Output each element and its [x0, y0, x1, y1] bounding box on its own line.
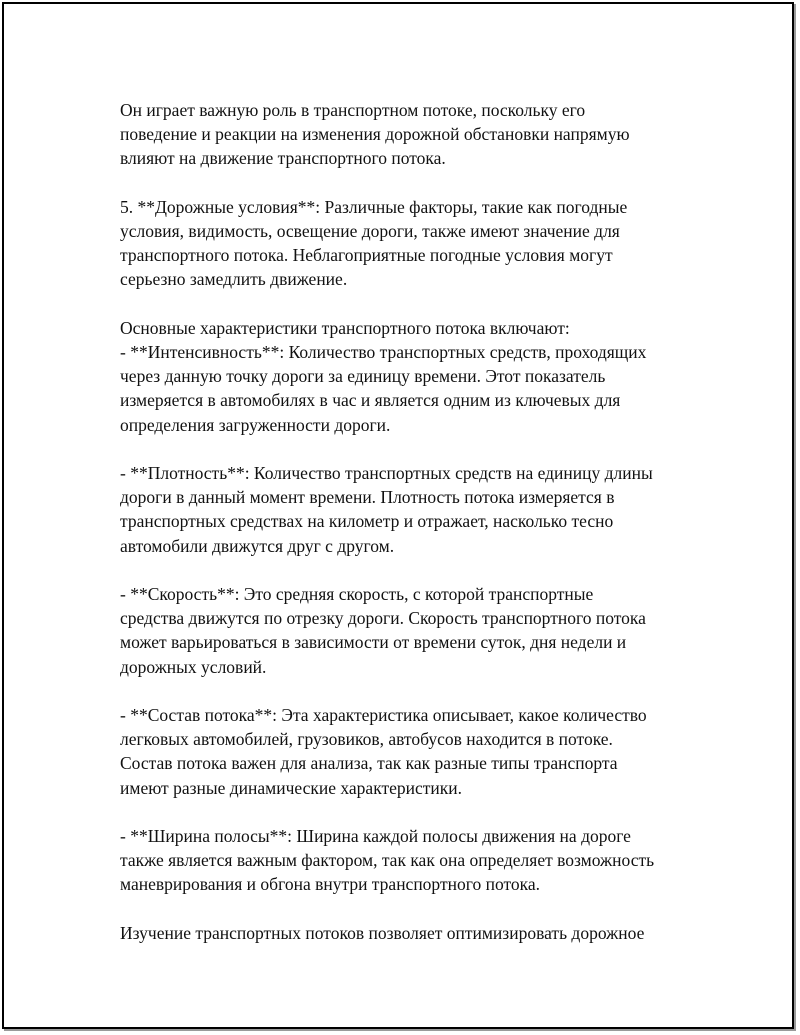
text-line: Основные характеристики транспортного потока включают: [120, 317, 570, 338]
text-line: может варьироваться в зависимости от времени суток, дня недели и [120, 632, 627, 653]
text-line: влияют на движение транспортного потока. [120, 148, 446, 169]
paragraph-intro [120, 98, 720, 171]
text-line: дороги в данный момент времени. Плотность потока измеряется в [120, 487, 615, 508]
text-line: - **Плотность**: Количество транспортных средств на единицу длины [120, 463, 653, 483]
paragraph-density [120, 461, 720, 558]
document-page [2, 2, 794, 1029]
paragraph-conclusion [120, 921, 720, 945]
text-line: Состав потока важен для анализа, так как разные типы транспорта [120, 753, 618, 774]
paragraph-speed [120, 582, 720, 679]
text-line: имеют разные динамические характеристики. [120, 777, 463, 798]
text-line: Изучение транспортных потоков позволяет оптимизировать дорожное [120, 922, 645, 943]
text-line: 5. **Дорожные условия**: Различные факторы, такие как погодные [120, 196, 628, 217]
text-line: также является важным фактором, так как она определяет возможность [120, 850, 655, 871]
paragraph-intensity [120, 316, 720, 437]
text-line: - **Интенсивность**: Количество транспортных средств, проходящих [120, 342, 647, 362]
text-line: транспортного потока. Неблагоприятные погодные условия могут [120, 245, 613, 266]
text-line: средства движутся по отрезку дороги. Скорость транспортного потока [120, 608, 646, 629]
paragraph-lane-width [120, 824, 720, 897]
text-line: транспортных средствах на километр и отражает, насколько тесно [120, 511, 614, 532]
paragraph-road-conditions [120, 195, 720, 292]
text-line: через данную точку дороги за единицу времени. Этот показатель [120, 366, 606, 387]
text-line: серьезно замедлить движение. [120, 269, 348, 290]
text-line: определения загруженности дороги. [120, 414, 391, 435]
text-line: дорожных условий. [120, 656, 267, 677]
text-line: автомобили движутся друг с другом. [120, 535, 395, 556]
text-line: - **Состав потока**: Эта характеристика описывает, какое количество [120, 705, 647, 725]
text-line: легковых автомобилей, грузовиков, автобусов находится в потоке. [120, 729, 613, 750]
text-line: - **Ширина полосы**: Ширина каждой полосы движения на дороге [120, 826, 631, 846]
text-line: условия, видимость, освещение дороги, также имеют значение для [120, 221, 620, 241]
text-line: поведение и реакции на изменения дорожной обстановки напрямую [120, 124, 630, 145]
text-line: - **Скорость**: Это средняя скорость, с которой транспортные [120, 584, 594, 604]
text-line: Он играет важную роль в транспортном потоке, поскольку его [120, 100, 586, 120]
document-body [120, 98, 720, 945]
text-line: маневрирования и обгона внутри транспортного потока. [120, 874, 541, 895]
text-line: измеряется в автомобилях в час и является одним из ключевых для [120, 390, 621, 411]
paragraph-composition [120, 703, 720, 800]
